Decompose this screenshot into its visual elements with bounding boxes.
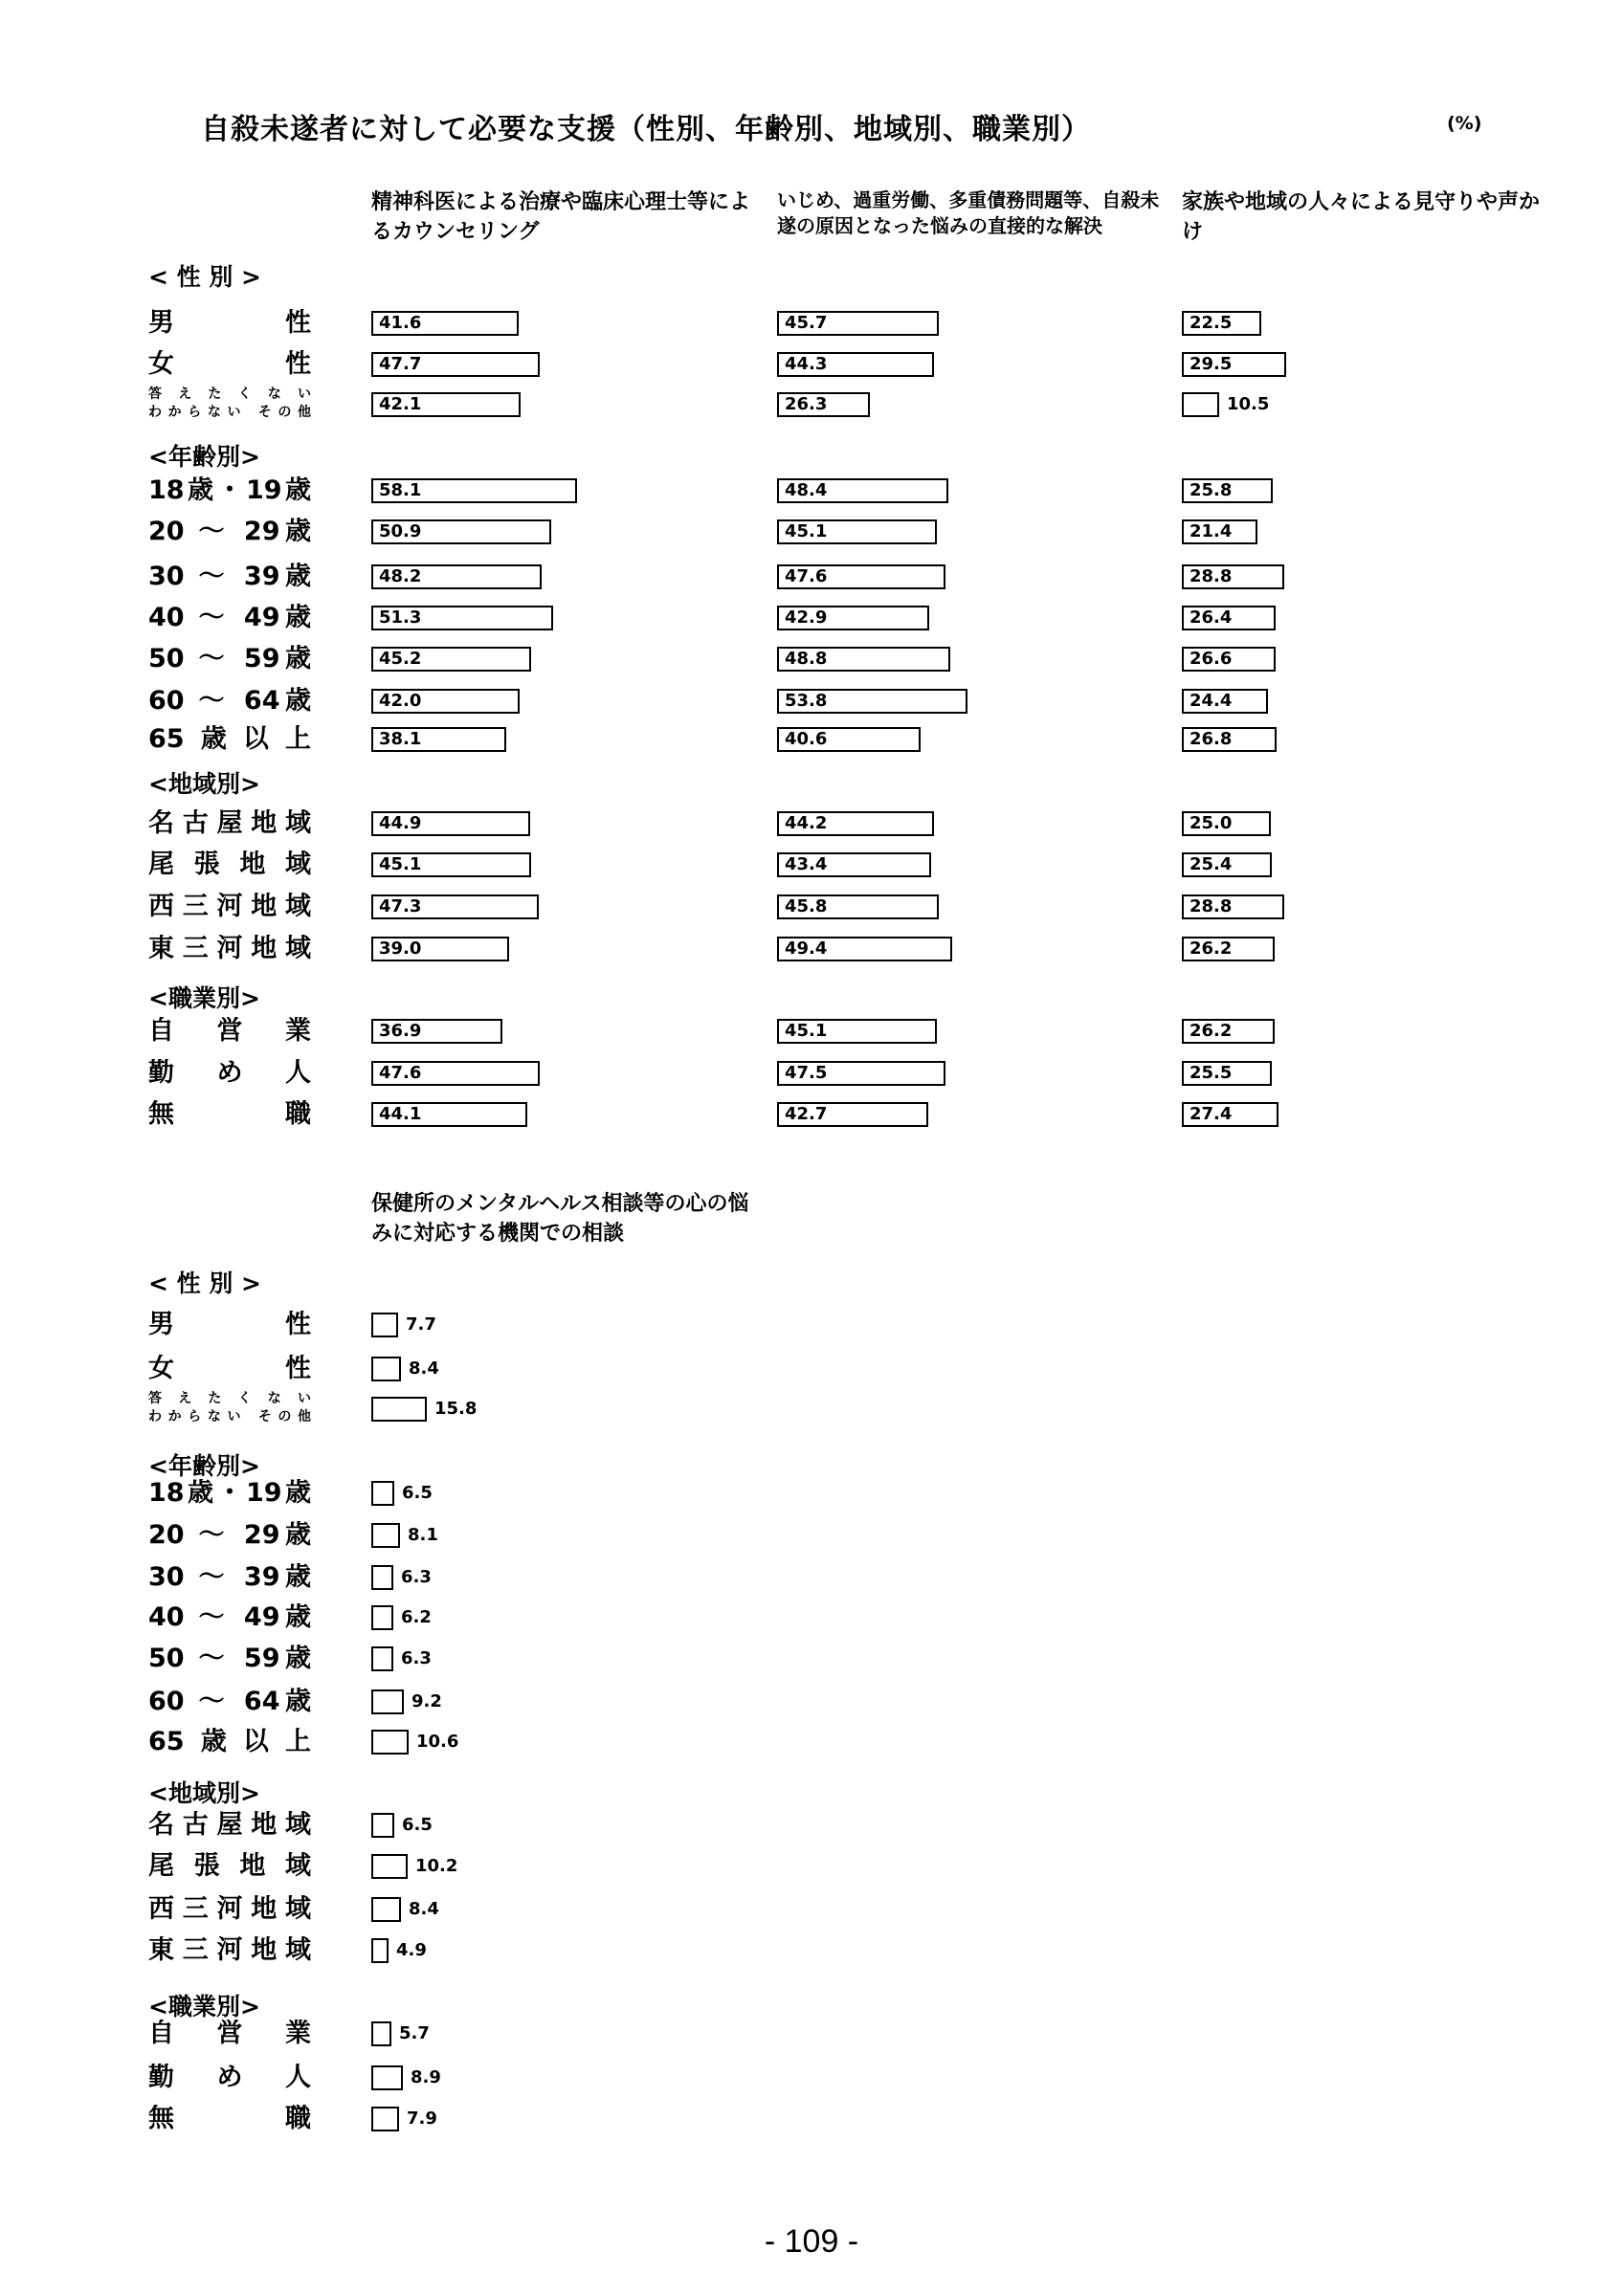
bar-label-s3-r3: 10.5 [1227,394,1270,414]
section-label-gender: < 性 別 > [148,1269,262,1297]
unit-label: (%) [1447,113,1482,134]
bar-label-s1-r5: 50.9 [379,521,422,541]
series-3-heading: 家族や地域の人々による見守りや声かけ [1182,190,1541,244]
bar-label-s2-r7: 42.9 [785,607,828,628]
bar-s4-r7 [371,1605,393,1630]
bar-label-s3-r12: 25.4 [1189,854,1233,874]
bar-label-s1-r17: 44.1 [379,1104,422,1124]
bar-label-s4-r14: 4.9 [396,1940,427,1960]
bar-label-s1-r6: 48.2 [379,566,422,586]
bar-label-s4-r12: 10.2 [415,1856,458,1876]
bar-label-s1-r8: 45.2 [379,649,422,669]
bar-s4-r2 [371,1357,401,1381]
section-label-gender: < 性 別 > [148,263,262,291]
row-label-no-answer-line1: 答えたくない [148,386,311,402]
bar-label-s3-r4: 25.8 [1189,480,1233,500]
series-1-heading: 精神科医による治療や臨床心理士等によるカウンセリング [371,190,751,244]
bar-label-s3-r6: 28.8 [1189,566,1233,586]
bar-label-s3-r10: 26.8 [1189,729,1233,749]
bar-label-s1-r14: 39.0 [379,938,422,959]
row-label-age_18_19: 18歳・19歳 [148,1479,311,1508]
row-label-age_20_29: 20 ～ 29歳 [148,518,311,546]
bar-label-s3-r5: 21.4 [1189,521,1233,541]
row-label-owari: 尾張地域 [148,850,311,879]
bar-label-s3-r13: 28.8 [1189,896,1233,916]
row-label-age_30_39: 30 ～ 39歳 [148,1563,311,1592]
bar-label-s3-r7: 26.4 [1189,607,1233,628]
bar-label-s3-r14: 26.2 [1189,938,1233,959]
bar-s4-r5 [371,1523,400,1548]
bar-s4-r1 [371,1313,398,1337]
row-label-unemployed: 無 職 [148,1100,311,1129]
bar-s4-r15 [371,2021,391,2046]
bar-label-s2-r15: 45.1 [785,1021,828,1041]
row-label-age_40_49: 40 ～ 49歳 [148,604,311,632]
bar-label-s3-r1: 22.5 [1189,313,1233,333]
bar-label-s1-r1: 41.6 [379,313,422,333]
row-label-female: 女 性 [148,1355,311,1383]
bar-label-s3-r11: 25.0 [1189,813,1233,833]
bar-s4-r12 [371,1854,408,1879]
row-label-no-answer [148,386,311,424]
bar-label-s2-r16: 47.5 [785,1063,828,1083]
bar-label-s2-r5: 45.1 [785,521,828,541]
row-label-age_50_59: 50 ～ 59歳 [148,1645,311,1673]
section-label-age: <年齢別> [148,443,260,471]
bar-label-s2-r12: 43.4 [785,854,828,874]
section-label-region: <地域別> [148,1779,260,1807]
bar-label-s4-r9: 9.2 [411,1691,442,1711]
row-label-no-answer-line1: 答えたくない [148,1391,311,1406]
bar-label-s2-r17: 42.7 [785,1104,828,1124]
page-number: - 109 - [764,2223,859,2260]
row-label-no-answer-line2: わからない その他 [148,1409,311,1424]
row-label-employee: 勤 め 人 [148,1059,311,1088]
row-label-male: 男 性 [148,1311,311,1339]
bar-label-s4-r11: 6.5 [402,1815,433,1835]
bar-label-s2-r4: 48.4 [785,480,828,500]
bar-label-s4-r17: 7.9 [407,2108,437,2129]
row-label-male: 男 性 [148,309,311,338]
row-label-nishimikawa: 西三河地域 [148,893,311,921]
bar-s4-r10 [371,1730,409,1755]
row-label-age_50_59: 50 ～ 59歳 [148,645,311,673]
bar-label-s3-r16: 25.5 [1189,1063,1233,1083]
row-label-age_60_64: 60 ～ 64歳 [148,1688,311,1716]
bar-s4-r14 [371,1938,389,1963]
bar-label-s2-r3: 26.3 [785,394,828,414]
bar-label-s3-r2: 29.5 [1189,354,1233,374]
bar-label-s4-r7: 6.2 [401,1607,432,1627]
bar-label-s4-r2: 8.4 [409,1358,439,1379]
bar-label-s1-r4: 58.1 [379,480,422,500]
row-label-nagoya: 名古屋地域 [148,809,311,838]
bar-label-s1-r10: 38.1 [379,729,422,749]
bar-label-s4-r4: 6.5 [402,1483,433,1503]
bar-label-s2-r14: 49.4 [785,938,828,959]
bar-label-s1-r11: 44.9 [379,813,422,833]
row-label-age_60_64: 60 ～ 64歳 [148,687,311,716]
section-label-region: <地域別> [148,770,260,798]
row-label-higashimikawa: 東三河地域 [148,1936,311,1965]
section-label-occupation: <職業別> [148,984,260,1012]
bar-label-s1-r16: 47.6 [379,1063,422,1083]
row-label-higashimikawa: 東三河地域 [148,935,311,963]
row-label-nagoya: 名古屋地域 [148,1811,311,1840]
series-4-heading: 保健所のメンタルヘルス相談等の心の悩みに対応する機関での相談 [371,1192,749,1246]
bar-s4-r16 [371,2065,403,2090]
bar-label-s4-r15: 5.7 [399,2023,430,2043]
bar-label-s1-r3: 42.1 [379,394,422,414]
bar-label-s2-r1: 45.7 [785,313,828,333]
row-label-age_30_39: 30 ～ 39歳 [148,563,311,591]
bar-label-s1-r2: 47.7 [379,354,422,374]
bar-s4-r6 [371,1565,393,1590]
bar-label-s2-r8: 48.8 [785,649,828,669]
row-label-nishimikawa: 西三河地域 [148,1895,311,1924]
bar-label-s1-r7: 51.3 [379,607,422,628]
bar-label-s3-r8: 26.6 [1189,649,1233,669]
row-label-female: 女 性 [148,350,311,379]
bar-label-s1-r9: 42.0 [379,691,422,711]
row-label-age_18_19: 18歳・19歳 [148,476,311,505]
bar-label-s2-r13: 45.8 [785,896,828,916]
bar-s4-r17 [371,2107,399,2131]
row-label-self_employed: 自 営 業 [148,1017,311,1046]
bar-label-s1-r13: 47.3 [379,896,422,916]
bar-label-s4-r10: 10.6 [416,1732,459,1752]
row-label-age_65: 65歳以上 [148,725,311,754]
bar-label-s4-r1: 7.7 [406,1314,436,1335]
bar-label-s4-r8: 6.3 [401,1648,432,1668]
bar-label-s2-r10: 40.6 [785,729,828,749]
bar-label-s4-r3: 15.8 [434,1399,478,1419]
row-label-owari: 尾張地域 [148,1852,311,1881]
bar-s4-r3 [371,1397,427,1422]
bar-s4-r4 [371,1481,394,1506]
bar-label-s3-r17: 27.4 [1189,1104,1233,1124]
bar-label-s4-r13: 8.4 [409,1899,439,1919]
page-title: 自殺未遂者に対して必要な支援（性別、年齢別、地域別、職業別） [201,113,1091,146]
bar-s4-r11 [371,1813,394,1838]
row-label-age_20_29: 20 ～ 29歳 [148,1521,311,1550]
row-label-no-answer [148,1390,311,1428]
bar-label-s1-r15: 36.9 [379,1021,422,1041]
bar-label-s1-r12: 45.1 [379,854,422,874]
bar-s4-r13 [371,1897,401,1922]
row-label-unemployed: 無 職 [148,2105,311,2133]
bar-s3-r3 [1182,392,1219,417]
row-label-age_40_49: 40 ～ 49歳 [148,1603,311,1632]
bar-s4-r8 [371,1646,393,1671]
bar-label-s2-r11: 44.2 [785,813,828,833]
row-label-age_65: 65歳以上 [148,1728,311,1756]
bar-label-s4-r5: 8.1 [408,1525,438,1545]
bar-label-s3-r9: 24.4 [1189,691,1233,711]
bar-label-s4-r16: 8.9 [411,2067,441,2087]
bar-label-s4-r6: 6.3 [401,1567,432,1587]
bar-label-s2-r2: 44.3 [785,354,828,374]
series-2-heading: いじめ、過重労働、多重債務問題等、自殺未遂の原因となった悩みの直接的な解決 [777,188,1160,237]
bar-label-s2-r9: 53.8 [785,691,828,711]
row-label-self_employed: 自 営 業 [148,2020,311,2048]
bar-label-s3-r15: 26.2 [1189,1021,1233,1041]
bar-s4-r9 [371,1689,404,1714]
section-label-age: <年齢別> [148,1452,260,1480]
bar-label-s2-r6: 47.6 [785,566,828,586]
row-label-employee: 勤 め 人 [148,2064,311,2092]
row-label-no-answer-line2: わからない その他 [148,405,311,420]
section-label-occupation: <職業別> [148,1993,260,2020]
